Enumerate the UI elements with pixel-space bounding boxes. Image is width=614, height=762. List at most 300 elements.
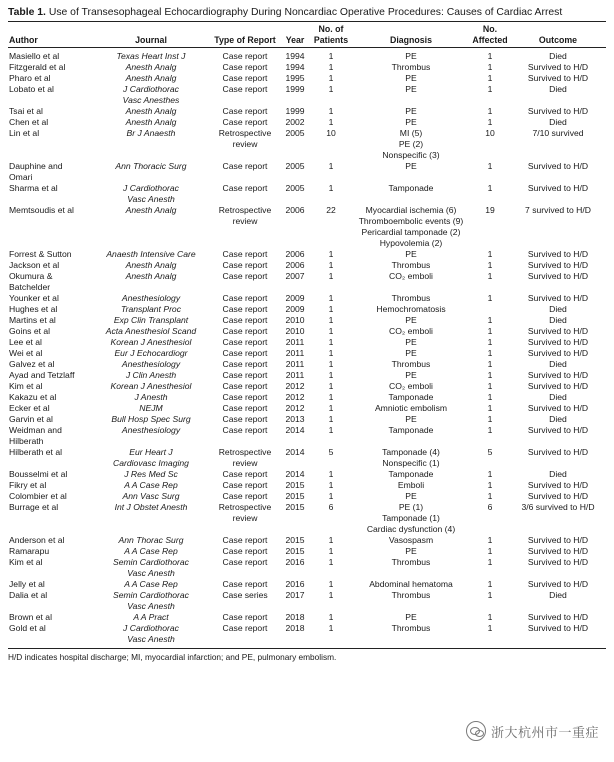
cell-affected: 1	[487, 337, 493, 347]
cell-diagnosis-line: PE (1)	[398, 502, 424, 512]
cell-type-line: Case report	[222, 51, 268, 61]
cell-type	[210, 590, 280, 612]
cell-author-line: Jelly et al	[9, 579, 45, 589]
cell-outcome: Died	[549, 84, 567, 94]
cell-affected: 1	[487, 271, 493, 281]
cell-outcome: Survived to H/D	[527, 612, 589, 622]
cell-affected: 1	[487, 62, 493, 72]
cell-diagnosis	[352, 62, 470, 73]
cell-year: 2009	[285, 293, 305, 303]
cell-diagnosis-line: Tamponade (4)	[382, 447, 440, 457]
cell-diagnosis-line: Cardiac dysfunction (4)	[366, 524, 456, 534]
cell-year: 1994	[285, 51, 305, 61]
wechat-logo-icon	[466, 721, 486, 741]
cell-outcome: Survived to H/D	[527, 106, 589, 116]
cell-type	[210, 370, 280, 381]
cell-author-line: Hughes et al	[9, 304, 58, 314]
cell-journal	[92, 403, 210, 414]
cell-type-line: Case report	[222, 370, 268, 380]
cell-type-line: Case report	[222, 392, 268, 402]
cell-type-line: review	[232, 458, 258, 468]
cell-author-line: Kakazu et al	[9, 392, 57, 402]
cell-journal	[92, 183, 210, 205]
cell-type-line: Case report	[222, 546, 268, 556]
table-row	[8, 84, 606, 106]
cell-affected: 1	[487, 260, 493, 270]
cell-author-line: Omari	[9, 172, 33, 182]
cell-patients: 1	[328, 326, 334, 336]
cell-journal-line: Vasc Anesthes	[122, 95, 180, 105]
table-row	[8, 392, 606, 403]
cell-patients: 1	[328, 260, 334, 270]
table-row	[8, 249, 606, 260]
cell-outcome: 7 survived to H/D	[525, 205, 591, 215]
cell-patients: 1	[328, 183, 334, 193]
cell-diagnosis	[352, 469, 470, 480]
cell-type	[210, 491, 280, 502]
cell-author-line: Hilberath	[9, 436, 44, 446]
cell-author-line: Batchelder	[9, 282, 51, 292]
cell-year: 2005	[285, 183, 305, 193]
cell-type-line: Retrospective	[218, 205, 272, 215]
cell-year: 2012	[285, 392, 305, 402]
table-row	[8, 271, 606, 293]
cell-journal-line: J Anesth	[134, 392, 168, 402]
cell-author-line: Sharma et al	[9, 183, 58, 193]
cell-diagnosis-line: Tamponade	[388, 469, 434, 479]
cell-type	[210, 392, 280, 403]
cell-journal-line: Anesth Analg	[125, 73, 177, 83]
cell-diagnosis-line: Thrombus	[391, 260, 431, 270]
cell-diagnosis	[352, 348, 470, 359]
cell-affected: 5	[487, 447, 493, 457]
cell-author	[8, 612, 92, 623]
table-row	[8, 293, 606, 304]
cell-journal	[92, 271, 210, 293]
cell-journal-line: Anesth Analg	[125, 205, 177, 215]
cell-year: 2015	[285, 491, 305, 501]
table-row	[8, 469, 606, 480]
cardiac-arrest-table	[8, 21, 606, 645]
cell-diagnosis-line: PE	[405, 337, 417, 347]
cell-patients: 1	[328, 491, 334, 501]
cell-diagnosis	[352, 557, 470, 579]
cell-type	[210, 293, 280, 304]
cell-affected: 1	[487, 612, 493, 622]
cell-diagnosis	[352, 546, 470, 557]
cell-type	[210, 205, 280, 249]
table-row	[8, 48, 606, 63]
cell-author	[8, 326, 92, 337]
cell-author	[8, 249, 92, 260]
cell-journal-line: A A Case Rep	[124, 579, 178, 589]
cell-type-line: Retrospective	[218, 128, 272, 138]
cell-patients: 1	[328, 271, 334, 281]
header-patients: No. of Patients	[313, 24, 349, 45]
cell-author	[8, 260, 92, 271]
cell-type-line: Case report	[222, 106, 268, 116]
header-year: Year	[285, 34, 305, 45]
cell-journal	[92, 84, 210, 106]
cell-author	[8, 623, 92, 645]
cell-type-line: Case series	[222, 590, 268, 600]
cell-journal-line: J Cardiothorac	[123, 84, 179, 94]
cell-patients: 10	[326, 128, 336, 138]
cell-journal	[92, 304, 210, 315]
cell-journal-line: Anesth Analg	[125, 260, 177, 270]
cell-journal	[92, 73, 210, 84]
cell-journal	[92, 359, 210, 370]
cell-journal	[92, 447, 210, 469]
cell-type-line: Case report	[222, 403, 268, 413]
cell-type	[210, 315, 280, 326]
cell-journal-line: Acta Anesthesiol Scand	[105, 326, 197, 336]
cell-journal	[92, 546, 210, 557]
cell-diagnosis	[352, 260, 470, 271]
cell-author	[8, 590, 92, 612]
table-row	[8, 106, 606, 117]
cell-type	[210, 535, 280, 546]
cell-diagnosis	[352, 623, 470, 645]
cell-type	[210, 326, 280, 337]
cell-outcome: Died	[549, 51, 567, 61]
cell-author-line: Burrage et al	[9, 502, 59, 512]
cell-affected: 1	[487, 106, 493, 116]
cell-patients: 1	[328, 337, 334, 347]
cell-journal	[92, 392, 210, 403]
cell-type-line: review	[232, 216, 258, 226]
cell-year: 2009	[285, 304, 305, 314]
cell-author	[8, 381, 92, 392]
cell-outcome: Survived to H/D	[527, 260, 589, 270]
cell-year: 2015	[285, 546, 305, 556]
cell-outcome: Survived to H/D	[527, 161, 589, 171]
cell-journal-line: J Res Med Sc	[124, 469, 178, 479]
table-row	[8, 315, 606, 326]
cell-diagnosis-line: Myocardial ischemia (6)	[365, 205, 457, 215]
cell-type	[210, 359, 280, 370]
cell-type-line: Case report	[222, 73, 268, 83]
table-row	[8, 546, 606, 557]
table-row	[8, 348, 606, 359]
cell-type	[210, 579, 280, 590]
cell-outcome: Survived to H/D	[527, 546, 589, 556]
table-row	[8, 557, 606, 579]
cell-affected: 1	[487, 623, 493, 633]
cell-affected: 1	[487, 381, 493, 391]
cell-type-line: Case report	[222, 491, 268, 501]
cell-patients: 1	[328, 161, 334, 171]
table-row	[8, 117, 606, 128]
cell-affected: 1	[487, 73, 493, 83]
cell-diagnosis	[352, 183, 470, 205]
cell-outcome: Died	[549, 359, 567, 369]
cell-type	[210, 469, 280, 480]
watermark-text: 浙大杭州市一重症	[490, 725, 599, 741]
cell-journal-line: Bull Hosp Spec Surg	[111, 414, 191, 424]
cell-type	[210, 425, 280, 447]
cell-author-line: Anderson et al	[9, 535, 65, 545]
cell-affected: 1	[487, 315, 493, 325]
cell-diagnosis-line: Thrombus	[391, 557, 431, 567]
cell-journal-line: Anesthesiology	[121, 425, 181, 435]
cell-diagnosis	[352, 612, 470, 623]
cell-year: 2012	[285, 403, 305, 413]
cell-diagnosis-line: PE	[405, 73, 417, 83]
cell-patients: 1	[328, 381, 334, 391]
cell-journal	[92, 117, 210, 128]
cell-journal	[92, 249, 210, 260]
cell-journal	[92, 491, 210, 502]
cell-journal	[92, 106, 210, 117]
cell-author-line: Ramarapu	[9, 546, 50, 556]
cell-type	[210, 128, 280, 161]
cell-diagnosis	[352, 370, 470, 381]
cell-author	[8, 348, 92, 359]
cell-journal-line: NEJM	[139, 403, 163, 413]
cell-journal	[92, 480, 210, 491]
cell-journal-line: Ann Thorac Surg	[118, 535, 184, 545]
cell-type	[210, 304, 280, 315]
cell-outcome: 3/6 survived to H/D	[521, 502, 595, 512]
cell-diagnosis-line: Pericardial tamponade (2)	[361, 227, 461, 237]
cell-year: 2017	[285, 590, 305, 600]
cell-journal	[92, 370, 210, 381]
cell-year: 2012	[285, 381, 305, 391]
cell-type	[210, 271, 280, 293]
cell-outcome: Survived to H/D	[527, 183, 589, 193]
cell-journal	[92, 62, 210, 73]
table-row	[8, 590, 606, 612]
cell-outcome: Survived to H/D	[527, 480, 589, 490]
cell-type-line: Case report	[222, 326, 268, 336]
cell-journal-line: A A Case Rep	[124, 546, 178, 556]
cell-patients: 1	[328, 315, 334, 325]
cell-author	[8, 315, 92, 326]
table-row	[8, 381, 606, 392]
cell-type	[210, 84, 280, 106]
cell-patients: 1	[328, 348, 334, 358]
cell-year: 2015	[285, 535, 305, 545]
cell-patients: 6	[328, 502, 334, 512]
table-row	[8, 128, 606, 161]
cell-author-line: Pharo et al	[9, 73, 51, 83]
cell-diagnosis-line: Amniotic embolism	[374, 403, 448, 413]
cell-outcome: Died	[549, 392, 567, 402]
cell-affected: 1	[487, 469, 493, 479]
cell-type	[210, 546, 280, 557]
cell-diagnosis	[352, 425, 470, 447]
cell-type-line: Case report	[222, 249, 268, 259]
table-row	[8, 260, 606, 271]
cell-type-line: Case report	[222, 315, 268, 325]
cell-journal	[92, 535, 210, 546]
cell-journal-line: Anesthesiology	[121, 359, 181, 369]
cell-type	[210, 480, 280, 491]
cell-type-line: Case report	[222, 612, 268, 622]
cell-type-line: Retrospective	[218, 502, 272, 512]
cell-year: 2014	[285, 425, 305, 435]
cell-author-line: Galvez et al	[9, 359, 55, 369]
cell-diagnosis-line: Hypovolemia (2)	[379, 238, 443, 248]
cell-author-line: Masiello et al	[9, 51, 60, 61]
cell-author-line: Wei et al	[9, 348, 43, 358]
cell-year: 2011	[285, 337, 305, 347]
cell-type-line: Case report	[222, 425, 268, 435]
cell-journal-line: Semin Cardiothorac	[113, 590, 189, 600]
cell-journal-line: J Clin Anesth	[125, 370, 177, 380]
cell-author-line: Tsai et al	[9, 106, 43, 116]
cell-author-line: Lee et al	[9, 337, 42, 347]
cell-journal	[92, 579, 210, 590]
cell-affected: 6	[487, 502, 493, 512]
cell-author	[8, 502, 92, 535]
cell-patients: 1	[328, 249, 334, 259]
cell-author	[8, 337, 92, 348]
cell-patients: 1	[328, 359, 334, 369]
cell-type-line: Case report	[222, 623, 268, 633]
cell-patients: 1	[328, 293, 334, 303]
cell-affected: 19	[485, 205, 495, 215]
cell-author	[8, 205, 92, 249]
cell-diagnosis-line: PE	[405, 612, 417, 622]
cell-affected: 1	[487, 51, 493, 61]
cell-outcome: Survived to H/D	[527, 491, 589, 501]
cell-diagnosis	[352, 480, 470, 491]
cell-author-line: Okumura &	[9, 271, 53, 281]
cell-diagnosis-line: PE	[405, 414, 417, 424]
cell-journal-line: A A Pract	[133, 612, 169, 622]
cell-year: 2006	[285, 260, 305, 270]
cell-author	[8, 469, 92, 480]
cell-diagnosis-line: Tamponade (1)	[382, 513, 440, 523]
cell-affected: 1	[487, 403, 493, 413]
cell-outcome: Survived to H/D	[527, 62, 589, 72]
cell-author	[8, 414, 92, 425]
cell-journal-line: Anesth Analg	[125, 62, 177, 72]
cell-type	[210, 62, 280, 73]
cell-journal-line: Br J Anaesth	[126, 128, 176, 138]
cell-author	[8, 425, 92, 447]
table-header	[8, 22, 606, 48]
cell-author-line: Lobato et al	[9, 84, 54, 94]
cell-patients: 1	[328, 546, 334, 556]
cell-type	[210, 623, 280, 645]
cell-author	[8, 403, 92, 414]
cell-author-line: Hilberath et al	[9, 447, 63, 457]
cell-diagnosis	[352, 392, 470, 403]
cell-year: 1999	[285, 106, 305, 116]
cell-patients: 1	[328, 73, 334, 83]
cell-journal	[92, 326, 210, 337]
cell-type	[210, 161, 280, 183]
cell-diagnosis	[352, 337, 470, 348]
cell-author-line: Bousselmi et al	[9, 469, 68, 479]
cell-journal	[92, 502, 210, 535]
table-row	[8, 161, 606, 183]
cell-outcome: Survived to H/D	[527, 293, 589, 303]
cell-type	[210, 612, 280, 623]
cell-patients: 1	[328, 623, 334, 633]
cell-author	[8, 480, 92, 491]
cell-diagnosis-line: PE	[405, 249, 417, 259]
cell-diagnosis	[352, 117, 470, 128]
cell-journal-line: Ann Vasc Surg	[122, 491, 180, 501]
cell-affected: 1	[487, 183, 493, 193]
cell-author	[8, 84, 92, 106]
cell-diagnosis-line: Thrombus	[391, 359, 431, 369]
header-journal: Journal	[135, 34, 167, 45]
table-title-text: Use of Transesophageal Echocardiography During Noncardiac Operative Procedures: Causes of Cardiac Arrest	[48, 7, 563, 18]
cell-journal-line: Semin Cardiothorac	[113, 557, 189, 567]
cell-author-line: Gold et al	[9, 623, 46, 633]
cell-type-line: Case report	[222, 469, 268, 479]
cell-year: 2018	[285, 623, 305, 633]
cell-affected	[470, 304, 510, 315]
cell-outcome: Survived to H/D	[527, 403, 589, 413]
table-body	[8, 48, 606, 646]
cell-affected: 1	[487, 579, 493, 589]
cell-patients: 1	[328, 414, 334, 424]
cell-outcome: Died	[549, 590, 567, 600]
cell-patients: 1	[328, 370, 334, 380]
cell-year: 2010	[285, 326, 305, 336]
header-diagnosis: Diagnosis	[389, 34, 433, 45]
cell-type-line: Case report	[222, 480, 268, 490]
cell-type-line: Case report	[222, 557, 268, 567]
cell-diagnosis	[352, 128, 470, 161]
cell-author-line: Chen et al	[9, 117, 49, 127]
cell-type-line: Case report	[222, 161, 268, 171]
cell-author-line: Fikry et al	[9, 480, 47, 490]
cell-journal	[92, 623, 210, 645]
cell-type	[210, 48, 280, 63]
cell-type	[210, 260, 280, 271]
cell-type	[210, 502, 280, 535]
cell-type	[210, 183, 280, 205]
cell-diagnosis	[352, 106, 470, 117]
table-row	[8, 62, 606, 73]
cell-type-line: Case report	[222, 84, 268, 94]
cell-journal	[92, 260, 210, 271]
cell-type	[210, 348, 280, 359]
cell-author-line: Colombier et al	[9, 491, 67, 501]
cell-journal-line: Exp Clin Transplant	[113, 315, 189, 325]
cell-affected: 1	[487, 117, 493, 127]
cell-diagnosis	[352, 304, 470, 315]
cell-author	[8, 370, 92, 381]
cell-affected: 1	[487, 249, 493, 259]
cell-diagnosis-line: Thrombus	[391, 293, 431, 303]
cell-type	[210, 337, 280, 348]
table-row	[8, 579, 606, 590]
cell-author-line: Dalia et al	[9, 590, 48, 600]
cell-outcome: Survived to H/D	[527, 623, 589, 633]
cell-author	[8, 557, 92, 579]
cell-affected: 1	[487, 84, 493, 94]
cell-type-line: Case report	[222, 359, 268, 369]
cell-diagnosis-line: Tamponade	[388, 392, 434, 402]
cell-author-line: Garvin et al	[9, 414, 53, 424]
cell-patients: 1	[328, 480, 334, 490]
table-row	[8, 73, 606, 84]
cell-journal	[92, 425, 210, 447]
cell-diagnosis	[352, 48, 470, 63]
table-row	[8, 535, 606, 546]
cell-outcome: Survived to H/D	[527, 535, 589, 545]
cell-journal	[92, 205, 210, 249]
cell-journal-line: Texas Heart Inst J	[116, 51, 186, 61]
